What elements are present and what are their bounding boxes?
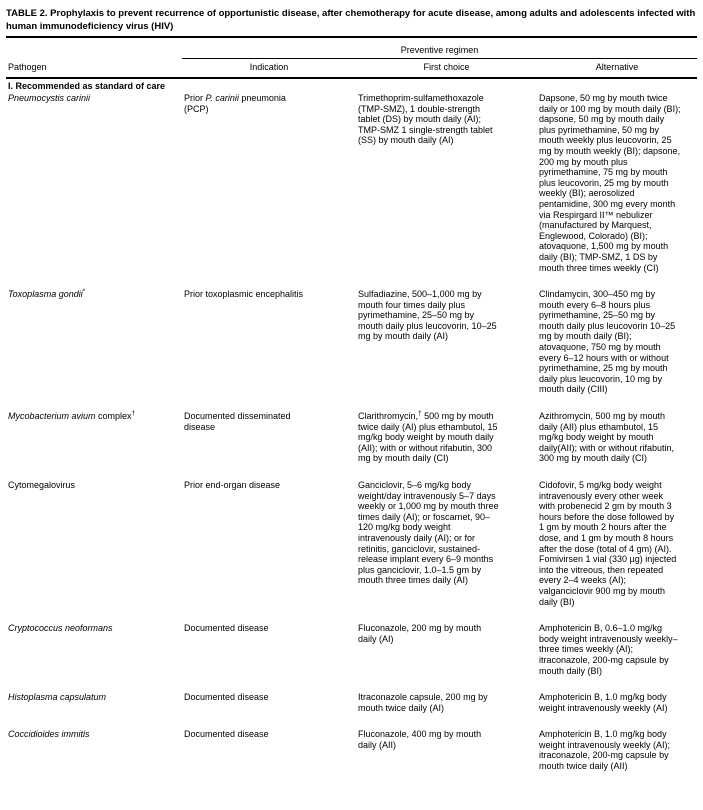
spanner-gap bbox=[6, 38, 182, 59]
table-title: TABLE 2. Prophylaxis to prevent recurrence of opportunistic disease, after chemotherapy for acute disease, among adults and adolescents infected with human immunodeficiency virus (HIV) bbox=[6, 6, 697, 38]
text-segment: Pneumocystis carinii bbox=[8, 93, 91, 103]
first-choice-cell bbox=[356, 729, 537, 771]
text-segment: Prior bbox=[184, 93, 206, 103]
table-row bbox=[6, 289, 697, 411]
text-segment: 500 mg by mouth twice daily (AI) plus ethambutol, 15 mg/kg body weight by mouth daily (AII); with or without rifabutin, 300 mg by mouth daily (CI) bbox=[358, 411, 498, 464]
indication-cell bbox=[182, 692, 356, 729]
text-segment: Cryptococcus neoformans bbox=[8, 623, 113, 634]
text-segment: † bbox=[418, 410, 422, 418]
text-segment: complex bbox=[95, 411, 132, 422]
text-segment: Fluconazole, 200 mg by mouth daily (AI) bbox=[358, 623, 482, 644]
text-segment: Trimethoprim-sulfamethoxazole (TMP-SMZ), 1 double-strength tablet (DS) by mouth daily (AI); TMP-SMZ 1 single-strength tablet (SS) by mouth daily (AI) bbox=[358, 93, 493, 146]
indication-cell bbox=[182, 93, 356, 289]
alternative-cell bbox=[537, 729, 697, 771]
text-segment: Sulfadiazine, 500–1,000 mg by mouth four times daily plus pyrimethamine, 25–50 mg by mouth daily plus leucovorin, 10–25 mg by mouth daily (AI) bbox=[358, 289, 497, 342]
text-segment: Cytomegalovirus bbox=[8, 480, 76, 490]
text-segment: Histoplasma capsulatum bbox=[8, 692, 107, 703]
prophylaxis-table bbox=[6, 38, 697, 772]
preventive-regimen-spanner: Preventive regimen bbox=[182, 38, 697, 59]
alternative-cell bbox=[537, 411, 697, 480]
text-segment: * bbox=[82, 288, 86, 296]
table-row bbox=[6, 623, 697, 692]
text-segment: Fluconazole, 400 mg by mouth daily (AII) bbox=[358, 729, 482, 750]
text-segment: Amphotericin B, 0.6–1.0 mg/kg body weight intravenously weekly–three times weekly (AI); itraconazole, 200-mg capsule by mouth daily (BI) bbox=[539, 623, 678, 676]
pathogen-cell bbox=[6, 411, 182, 480]
pathogen-cell bbox=[6, 623, 182, 692]
text-segment: Prior end-organ disease bbox=[184, 480, 281, 490]
text-segment: P. carinii bbox=[205, 93, 239, 103]
spanner-row bbox=[6, 38, 697, 59]
pathogen-cell bbox=[6, 692, 182, 729]
indication-cell bbox=[182, 623, 356, 692]
table-row bbox=[6, 729, 697, 771]
text-segment: Documented disease bbox=[184, 623, 269, 634]
alternative-cell bbox=[537, 623, 697, 692]
text-segment: Mycobacterium avium bbox=[8, 411, 96, 422]
section-row bbox=[6, 78, 697, 93]
col-header-first-choice: First choice bbox=[356, 59, 537, 79]
table-body bbox=[6, 78, 697, 772]
text-segment: Azithromycin, 500 mg by mouth daily (AII) plus ethambutol, 15 mg/kg body weight by mouth daily(AII); with or without rifabutin, 300 mg by mouth daily (CI) bbox=[539, 411, 675, 464]
text-segment: Ganciclovir, 5–6 mg/kg body weight/day intravenously 5–7 days weekly or 1,000 mg by mouth three times daily (AI); or foscarnet, 90–120 mg/kg body weight intravenously daily (AI); or for retinitis, ganciclovir, sustained-release implant every 6–9 months plus ganciclovir, 1.0–1.5 gm by mouth three times daily (AI) bbox=[358, 480, 499, 586]
text-segment: Cidofovir, 5 mg/kg body weight intravenously every other week with probenecid 2 gm by mouth 3 hours before the dose followed by 1 gm by mouth 2 hours after the dose, and 1 gm by mouth 8 hours after the dose (total of 4 gm) (AI). Fomivirsen 1 vial (330 µg) injected into the vitreous, then repeated every 2–4 weeks (AI); valganciclovir 900 mg by mouth daily (BI) bbox=[539, 480, 677, 607]
text-segment: Documented disease bbox=[184, 692, 269, 703]
table-row bbox=[6, 93, 697, 289]
table-row bbox=[6, 411, 697, 480]
text-segment: Amphotericin B, 1.0 mg/kg body weight intravenously weekly (AI); itraconazole, 200-mg capsule by mouth twice daily (AII) bbox=[539, 729, 671, 772]
indication-cell bbox=[182, 289, 356, 411]
indication-cell bbox=[182, 729, 356, 771]
pathogen-cell bbox=[6, 289, 182, 411]
table-header bbox=[6, 38, 697, 78]
text-segment: Itraconazole capsule, 200 mg by mouth twice daily (AI) bbox=[358, 692, 488, 713]
col-header-pathogen: Pathogen bbox=[6, 59, 182, 79]
alternative-cell bbox=[537, 289, 697, 411]
alternative-cell bbox=[537, 93, 697, 289]
text-segment: Clarithromycin, bbox=[358, 411, 419, 422]
pathogen-cell bbox=[6, 480, 182, 623]
text-segment: Dapsone, 50 mg by mouth twice daily or 100 mg by mouth daily (BI); dapsone, 50 mg by mouth daily plus pyrimethamine, 50 mg by mouth weekly plus leucovorin, 25 mg by mouth weekly (BI); dapsone, 200 mg by mouth plus pyrimethamine, 75 mg by mouth plus leucovorin, 25 mg by mouth weekly (BI); aerosolized pentamidine, 300 mg every month via Respirgard II™ nebulizer (manufactured by Marquest, Englewood, Colorado) (BI); atovaquone, 1,500 mg by mouth daily (BI); TMP-SMZ, 1 DS by mouth three times weekly (CI) bbox=[539, 93, 681, 273]
first-choice-cell bbox=[356, 411, 537, 480]
table-row bbox=[6, 480, 697, 623]
table-row bbox=[6, 692, 697, 729]
text-segment: Prior toxoplasmic encephalitis bbox=[184, 289, 304, 300]
first-choice-cell bbox=[356, 93, 537, 289]
col-header-indication: Indication bbox=[182, 59, 356, 79]
text-segment: Amphotericin B, 1.0 mg/kg body weight intravenously weekly (AI) bbox=[539, 692, 668, 713]
first-choice-cell bbox=[356, 480, 537, 623]
text-segment: Documented disease bbox=[184, 729, 269, 740]
col-header-alternative: Alternative bbox=[537, 59, 697, 79]
column-header-row bbox=[6, 59, 697, 79]
pathogen-cell bbox=[6, 93, 182, 289]
text-segment: † bbox=[131, 410, 136, 418]
first-choice-cell bbox=[356, 623, 537, 692]
section-header: I. Recommended as standard of care bbox=[8, 81, 166, 91]
text-segment: Coccidioides immitis bbox=[8, 729, 90, 740]
text-segment: Toxoplasma gondii bbox=[8, 289, 83, 300]
first-choice-cell bbox=[356, 692, 537, 729]
indication-cell bbox=[182, 480, 356, 623]
text-segment: Clindamycin, 300–450 mg by mouth every 6–8 hours plus pyrimethamine, 25–50 mg by mouth daily plus leucovorin 10–25 mg by mouth daily (BI); atovaquone, 750 mg by mouth every 6–12 hours with or without pyrimethamine, 25 mg by mouth daily plus leucovorin, 10 mg by mouth daily (CIII) bbox=[539, 289, 676, 395]
text-segment: pneumonia (PCP) bbox=[184, 93, 286, 114]
alternative-cell bbox=[537, 480, 697, 623]
alternative-cell bbox=[537, 692, 697, 729]
first-choice-cell bbox=[356, 289, 537, 411]
text-segment: Documented disseminated disease bbox=[184, 411, 291, 432]
pathogen-cell bbox=[6, 729, 182, 771]
indication-cell bbox=[182, 411, 356, 480]
